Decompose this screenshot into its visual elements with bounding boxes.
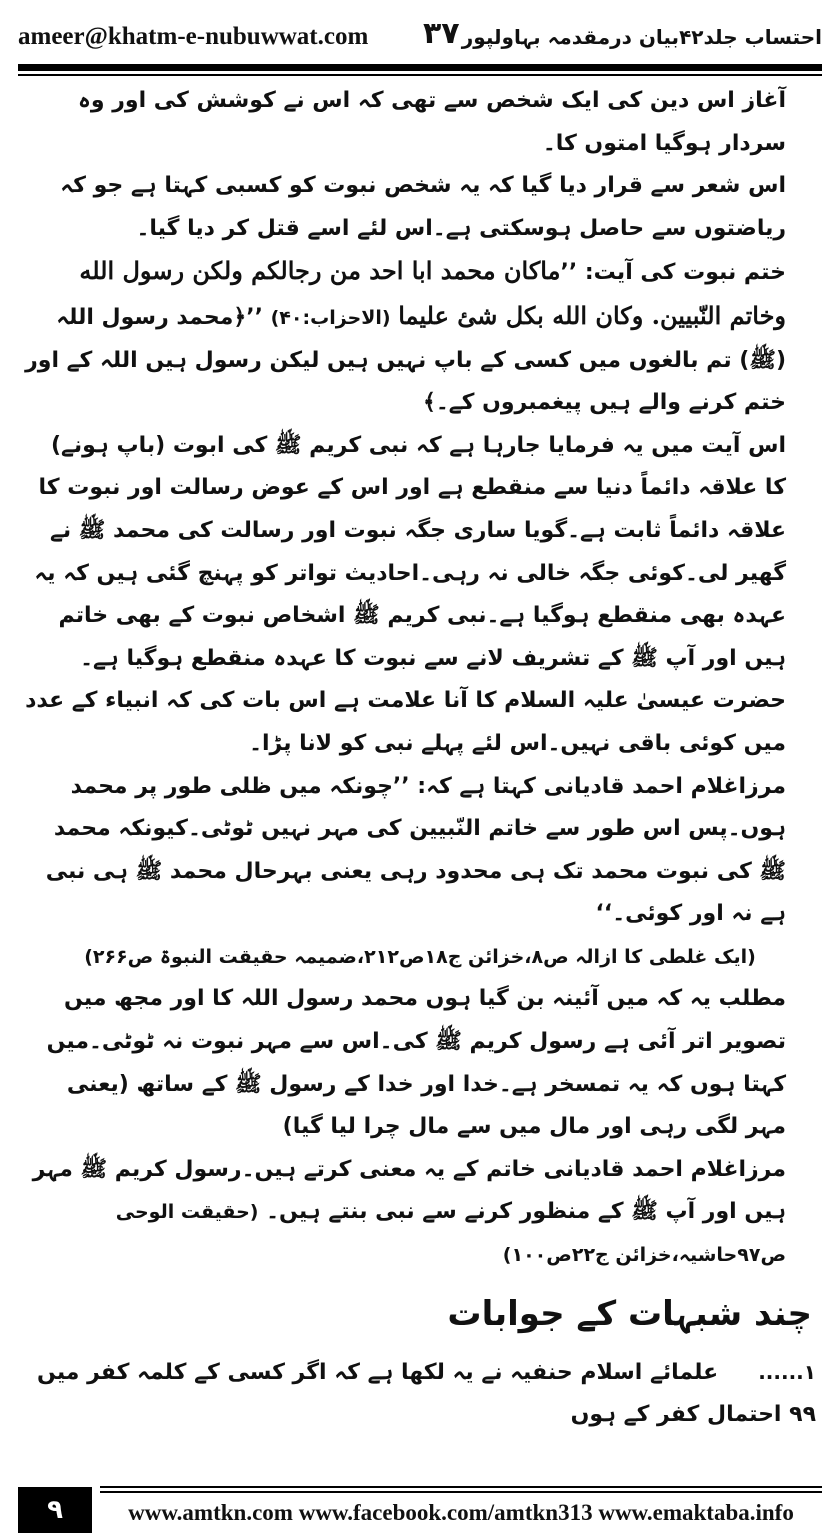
header-email[interactable]: ameer@khatm-e-nubuwwat.com [18,23,369,50]
paragraph-verse [24,250,816,424]
footer-page-number: ۹ [18,1487,92,1533]
reference-2: (حقیقت الوحی ص۹۷حاشیہ،خزائن ج۲۲ص۱۰۰) [115,1201,786,1267]
footer-rule-bottom [100,1491,822,1493]
verse-reference: (الاحزاب:۴۰) [270,306,391,329]
page-body [24,80,816,1437]
list-item-number: ۱...... [758,1359,816,1384]
paragraph-7 [24,1149,816,1277]
footer-rule-top [100,1486,822,1488]
page-header [18,16,822,54]
paragraph-7-text: مرزاغلام احمد قادیانی خاتم کے یہ معنی کرتے ہیں۔رسول کریم ﷺ مہر ہیں اور آپ ﷺ کے منظور کرنے سے نبی بنتے ہیں۔ [32,1156,786,1225]
list-item-text: علمائے اسلام حنفیہ نے یہ لکھا ہے کہ اگر کسی کے کلمہ کفر میں ۹۹ احتمال کفر کے ہوں [37,1359,816,1428]
header-rule-thick [18,64,822,71]
paragraph-1: آغاز اس دین کی ایک شخص سے تھی کہ اس نے کوشش کی اور وہ سردار ہوگیا امتوں کا۔ [78,88,786,156]
verse-translation: ’’﴿محمد رسول اللہ (ﷺ) تم بالغوں میں کسی کے باپ نہیں ہیں لیکن رسول ہیں اللہ کے اور ختم کرنے والے ہیں پیغمبروں کے۔﴾ [25,304,786,416]
quran-verse: ماکان محمد ابا احد من رجالکم ولکن رسول الله وخاتم النّبیین. وکان الله بکل شئ علیما [79,256,786,330]
list-item [24,1351,816,1437]
header-book-title: احتساب جلد۴۲بیان درمقدمہ بہاولپور [461,25,822,49]
section-heading: چند شبہات کے جوابات [447,1293,812,1334]
paragraph-5: مرزاغلام احمد قادیانی کہتا ہے کہ: ’’چونکہ میں ظلی طور پر محمد ہوں۔پس اس طور سے خاتم النّبیین کی مہر نہیں ٹوٹی۔کیونکہ محمد ﷺ کی نبوت محمد تک ہی محدود رہی یعنی بہرحال محمد ﷺ ہی نبی ہے نہ اور کوئی۔‘‘ [45,773,786,927]
paragraph-2: اس شعر سے قرار دیا گیا کہ یہ شخص نبوت کو کسبی کہتا ہے جو کہ ریاضتوں سے حاصل ہوسکتی ہے۔اس لئے اسے قتل کر دیا گیا۔ [60,173,786,241]
verse-lead: ختم نبوت کی آیت: ’’ [560,260,786,286]
paragraph-4: اس آیت میں یہ فرمایا جارہا ہے کہ نبی کریم ﷺ کی ابوت (باپ ہونے) کا علاقہ دائماً دنیا سے منقطع ہے اور اس کے عوض رسالت اور نبوت کا علاقہ دائماً ثابت ہے۔گویا ساری جگہ نبوت اور رسالت کی محمد ﷺ نے گھیر لی۔کوئی جگہ خالی نہ رہی۔احادیث تواتر کو پہنچ گئی ہیں کہ یہ عہدہ بھی منقطع ہوگیا ہے۔نبی کریم ﷺ اشخاص نبوت کے بھی خاتم ہیں اور آپ ﷺ کے تشریف لانے سے نبوت کا عہدہ منقطع ہوگیا ہے۔حضرت عیسیٰ علیہ السلام کا آنا علامت ہے اس بات کی کہ انبیاء کے عدد میں کوئی باقی نہیں۔اس لئے پہلے نبی کو لانا پڑا۔ [25,432,786,756]
paragraph-6: مطلب یہ کہ میں آئینہ بن گیا ہوں محمد رسول اللہ کا اور مجھ میں تصویر اتر آئی ہے رسول کریم ﷺ کی۔اس سے مہر نبوت نہ ٹوٹی۔میں کہتا ہوں کہ یہ تمسخر ہے۔خدا اور خدا کے رسول ﷺ کے ساتھ (یعنی مہر لگی رہی اور مال میں سے مال چرا لیا گیا) [46,986,786,1140]
header-rule-thin [18,74,822,76]
reference-1: (ایک غلطی کا ازالہ ص۸،خزائن ج۱۸ص۲۱۲،ضمیمہ حقیقت النبوۃ ص۲۶۶) [84,945,756,968]
header-page-number: ۳۷ [423,16,460,51]
footer-links[interactable]: www.amtkn.com www.facebook.com/amtkn313 www.emaktaba.info [128,1500,794,1525]
